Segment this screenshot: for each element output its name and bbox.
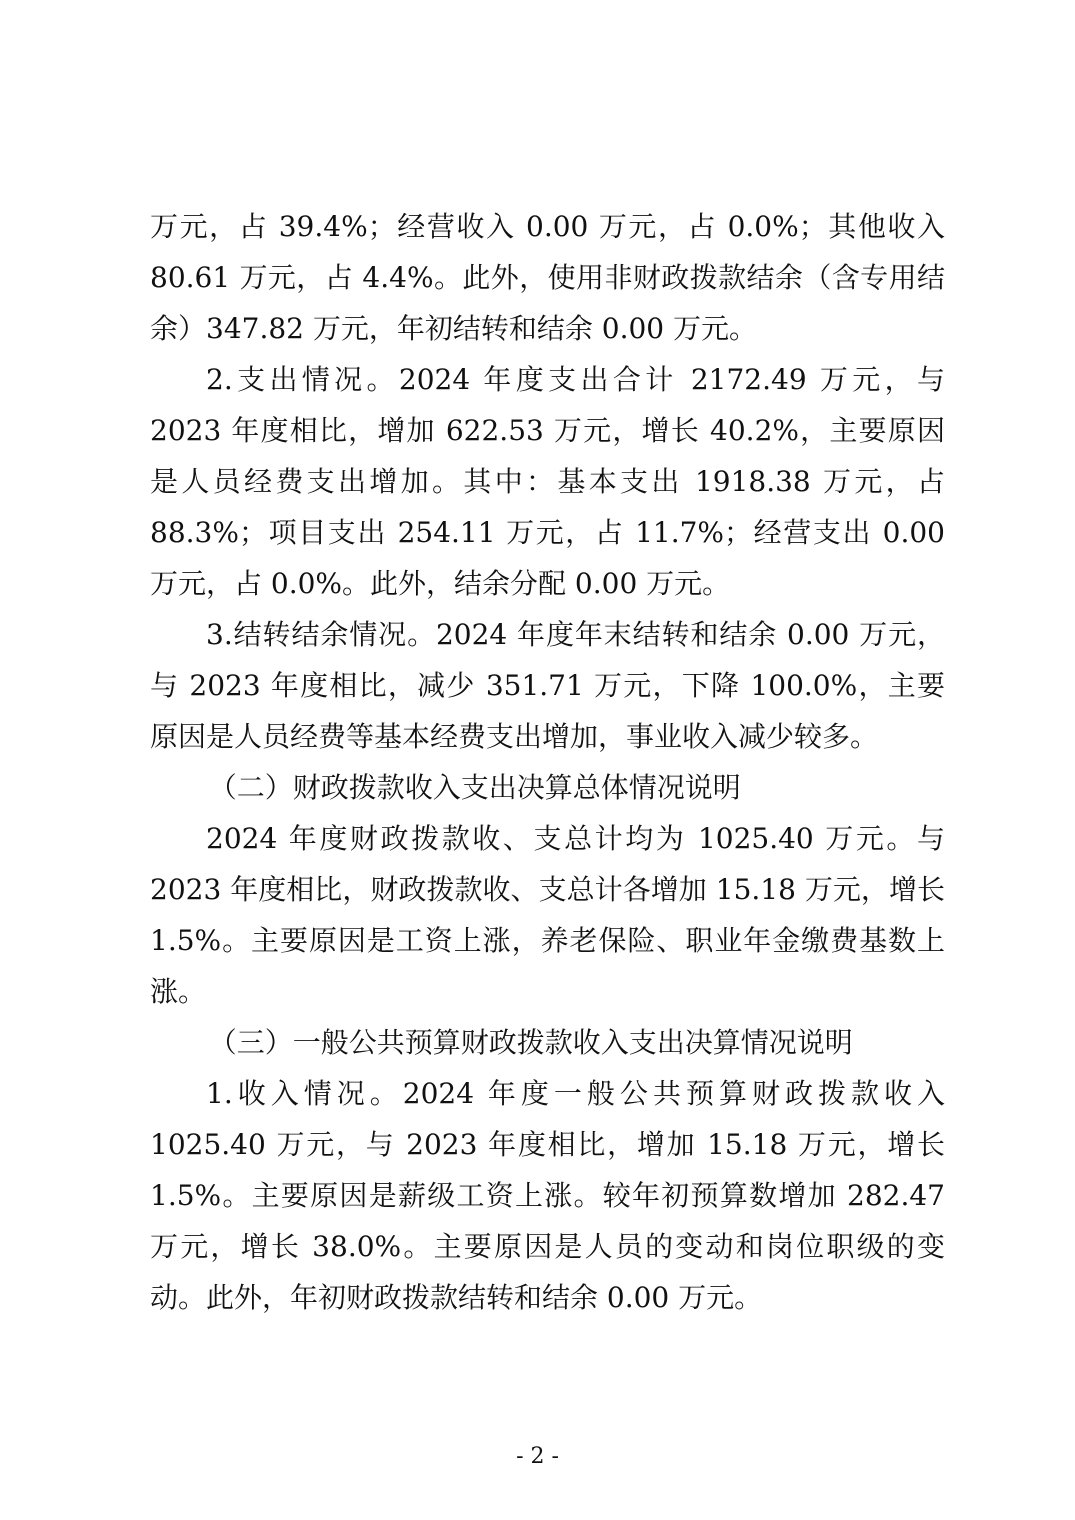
paragraph-expenditure: 2.支出情况。2024 年度支出合计 2172.49 万元，与 2023 年度相比，增加 622.53 万元，增长 40.2%，主要原因是人员经费支出增加。其中：基本支出 1918.38 万元，占 88.3%；项目支出 254.11 万元，占 11.7%；经营支出 0.00 万元，占 0.0%。此外，结余分配 0.00 万元。 [150,363,945,600]
paragraph-general-budget-income: 1.收入情况。2024 年度一般公共预算财政拨款收入 1025.40 万元，与 2023 年度相比，增加 15.18 万元，增长 1.5%。主要原因是薪级工资上涨。较年初预算数增加 282.47 万元，增长 38.0%。主要原因是人员的变动和岗位职级的变动。此外，年初财政拨款结转和结余 0.00 万元。 [150,1077,945,1314]
section-heading-3: （三）一般公共预算财政拨款收入支出决算情况说明 [208,1026,853,1059]
paragraph-fiscal-overview: 2024 年度财政拨款收、支总计均为 1025.40 万元。与 2023 年度相比，财政拨款收、支总计各增加 15.18 万元，增长 1.5%。主要原因是工资上涨，养老保险、职业年金缴费基数上涨。 [150,822,945,1008]
section-heading-2: （二）财政拨款收入支出决算总体情况说明 [208,771,741,804]
paragraph-income-continued: 万元，占 39.4%；经营收入 0.00 万元，占 0.0%；其他收入 80.61 万元，占 4.4%。此外，使用非财政拨款结余（含专用结余）347.82 万元，年初结转和结余 0.00 万元。 [150,210,945,345]
document-body [150,201,945,1323]
paragraph-carryover: 3.结转结余情况。2024 年度年末结转和结余 0.00 万元，与 2023 年度相比，减少 351.71 万元，下降 100.0%，主要原因是人员经费等基本经费支出增加，事业收入减少较多。 [150,618,945,753]
page-number: - 2 - [516,1444,559,1469]
